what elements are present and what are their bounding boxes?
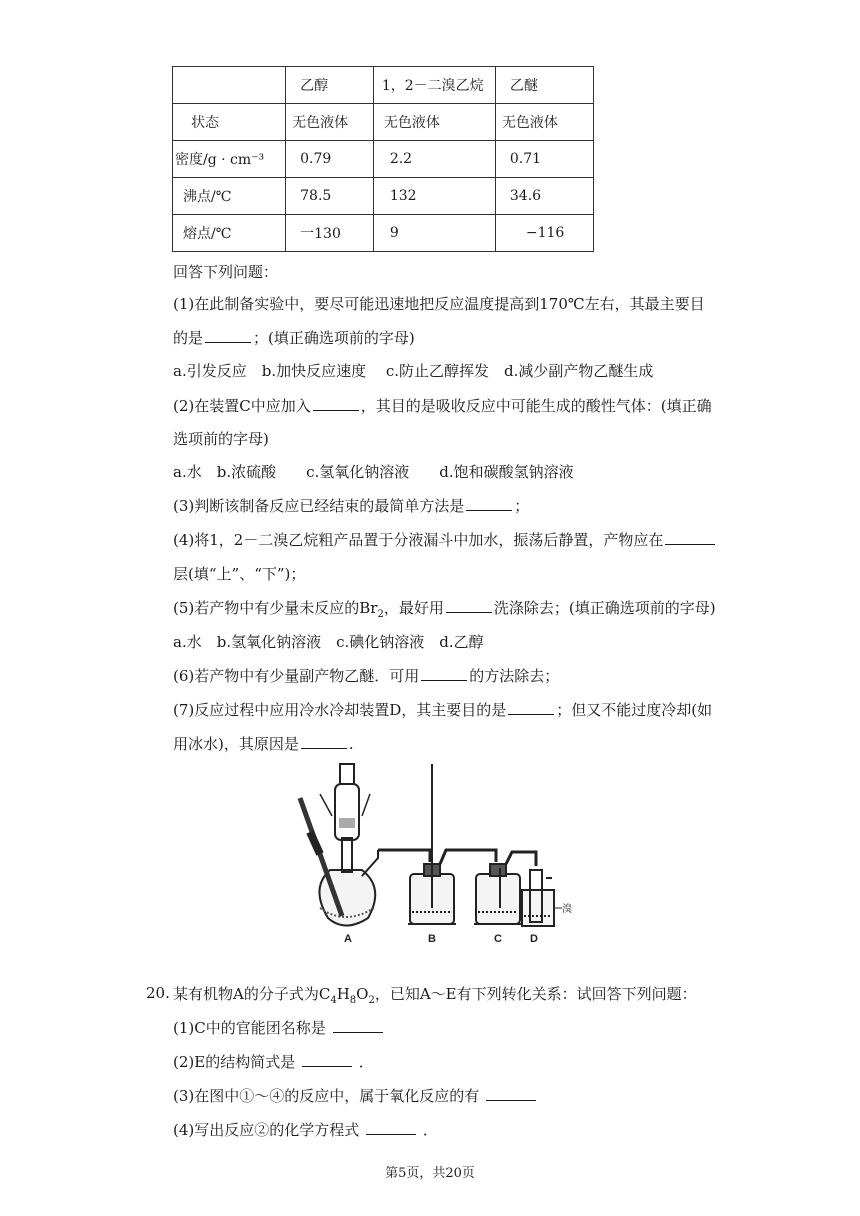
table-row [173,178,594,215]
answer-blank [508,700,554,715]
subscript: 4 [330,995,337,1006]
answer-blank [205,328,251,343]
text: (3)判断该制备反应已经结束的最简单方法是 [173,497,465,515]
table-row [173,215,594,252]
text: (4)将1，2－二溴乙烷粗产品置于分液漏斗中加水，振荡后静置，产物应在 [173,531,664,549]
subscript: 2 [368,995,375,1006]
answer-blank [313,396,359,411]
answer-blank [301,734,347,749]
text: (1)C中的官能团名称是 [173,1019,326,1037]
text: (4)写出反应②的化学方程式 [173,1121,360,1139]
apparatus-diagram [290,758,580,948]
text: ． [358,1053,374,1071]
apparatus-label-b: B [428,933,436,945]
text: (3)在图中①～④的反应中，属于氧化反应的有 [173,1087,480,1105]
text: (7)反应过程中应用冷水冷却装置D，其主要目的是 [173,701,507,719]
apparatus-label-d: D [530,933,538,945]
table-cell: 无色液体 [373,104,495,141]
intro-text: 回答下列问题： [173,263,279,281]
answer-blank [466,496,512,511]
apparatus-label-c: C [494,933,502,945]
text: 的是 [173,329,204,347]
question-4-line-2: 层(填“上”、“下”)； [173,565,306,583]
table-cell: 状态 [173,104,286,141]
table-cell: −116 [495,215,593,252]
question-2-options: a.水 b.浓硫酸 c.氢氧化钠溶液 d.饱和碳酸氢钠溶液 [173,463,574,481]
text: 某有机物A的分子式为C [173,985,331,1003]
question-6 [173,666,559,686]
table-cell: 78.5 [286,178,374,215]
apparatus-label-a: A [344,933,352,945]
text: 用冰水)，其原因是 [173,735,299,753]
text: (2)在装置C中应加入 [173,397,311,415]
question-1-options: a.引发反应 b.加快反应速度 c.防止乙醇挥发 d.减少副产物乙醚生成 [173,362,654,380]
text: ，已知A～E有下列转化关系：试回答下列问题： [374,985,697,1003]
question-2-line-2: 选项前的字母) [173,430,269,448]
text: (2)E的结构简式是 [173,1053,296,1071]
question-20-part-4 [173,1120,438,1140]
question-7-line-2 [173,734,354,754]
table-cell: 乙醚 [495,67,593,104]
table-cell: 无色液体 [286,104,374,141]
text: . [348,735,354,753]
answer-blank [421,666,467,681]
subscript: 2 [377,609,384,620]
question-4-line-1 [173,530,717,550]
answer-blank [366,1120,416,1135]
text: H [336,985,350,1003]
answer-blank [446,598,492,613]
question-2-line-1 [173,396,712,416]
text: (6)若产物中有少量副产物乙醚．可用 [173,667,420,685]
table-cell: 无色液体 [495,104,593,141]
page-footer: 第5页，共20页 [385,1166,475,1181]
table-cell: 1，2－二溴乙烷 [373,67,495,104]
text: 的方法除去； [469,667,560,685]
question-20-part-3 [173,1086,538,1106]
question-20-stem [173,984,697,1011]
question-20-number: 20. [146,984,170,1002]
table-cell: 熔点/℃ [173,215,286,252]
table-cell: 乙醇 [286,67,374,104]
table-cell: 9 [373,215,495,252]
question-20-part-1 [173,1018,385,1038]
text: ；(填正确选项前的字母) [253,329,415,347]
subscript: 8 [349,995,357,1006]
text: ；但又不能过度冷却(如 [556,701,713,719]
question-1-line-2 [173,328,415,348]
properties-table [172,66,594,252]
table-cell: 34.6 [495,178,593,215]
table-cell: 一130 [286,215,374,252]
table-cell: 132 [373,178,495,215]
table-row [173,141,594,178]
text: O [356,985,369,1003]
apparatus-label-bromine: 溴 [562,904,572,915]
text: 洗涤除去；(填正确选项前的字母) [493,599,716,617]
table-header-row [173,67,594,104]
answer-blank [665,530,715,545]
question-5 [173,598,716,625]
question-1-line-1: (1)在此制备实验中，要尽可能迅速地把反应温度提高到170℃左右，其最主要目 [173,295,705,313]
text: ，其目的是吸收反应中可能生成的酸性气体：(填正确 [360,397,712,415]
table-cell: 沸点/℃ [173,178,286,215]
table-row [173,104,594,141]
question-20-part-2 [173,1052,374,1072]
question-3 [173,496,529,516]
table-cell: 0.79 [286,141,374,178]
table-cell: 2.2 [373,141,495,178]
answer-blank [486,1086,536,1101]
answer-blank [333,1018,383,1033]
text: ，最好用 [383,599,444,617]
answer-blank [302,1052,352,1067]
table-cell: 0.71 [495,141,593,178]
table-cell: 密度/g · cm⁻³ [173,141,286,178]
question-7-line-1 [173,700,712,720]
text: ． [422,1121,438,1139]
table-cell [173,67,286,104]
text: ； [514,497,530,515]
text: (5)若产物中有少量未反应的Br [173,599,378,617]
question-5-options: a.水 b.氢氧化钠溶液 c.碘化钠溶液 d.乙醇 [173,633,484,651]
